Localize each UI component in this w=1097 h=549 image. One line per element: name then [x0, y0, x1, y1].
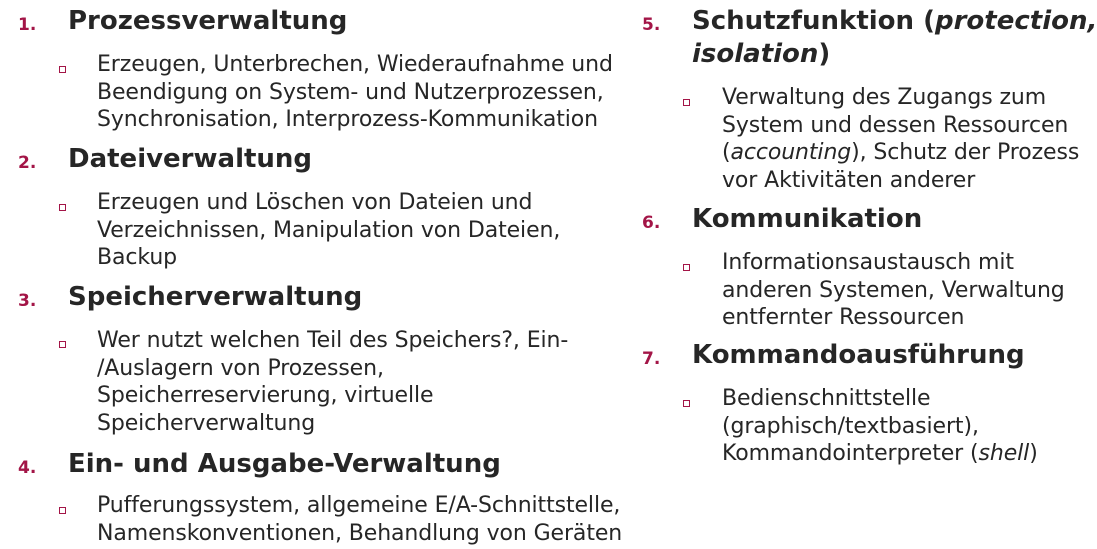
- text-segment-italic: accounting: [730, 140, 852, 165]
- description-line: Namenskonventionen, Behandlung von Geräten: [97, 520, 623, 546]
- description-line: anderen Systemen, Verwaltung: [722, 277, 1065, 303]
- item-description: [97, 51, 613, 134]
- item-number: 3.: [18, 291, 37, 311]
- description-line: [722, 440, 1038, 468]
- item-heading: Kommandoausführung: [692, 340, 1025, 370]
- square-bullet-icon: [683, 264, 690, 271]
- square-bullet-icon: [683, 400, 690, 407]
- description-line: Speicherreservierung, virtuelle: [97, 383, 434, 408]
- text-segment: Kommandointerpreter (: [722, 441, 979, 466]
- item-description: [722, 84, 1079, 194]
- description-line: Erzeugen und Löschen von Dateien und: [97, 190, 533, 215]
- square-bullet-icon: [59, 507, 66, 514]
- item-number: 4.: [18, 458, 37, 478]
- description-line: Beendigung on System- und Nutzerprozessen,: [97, 79, 604, 105]
- description-line: Speicherverwaltung: [97, 410, 316, 436]
- heading-text-italic: protection,: [935, 6, 1097, 36]
- text-segment: ): [1029, 441, 1038, 466]
- text-segment-italic: shell: [978, 441, 1030, 466]
- item-heading: Ein- und Ausgabe-Verwaltung: [68, 449, 501, 479]
- item-description: [97, 327, 568, 437]
- item-heading: Speicherverwaltung: [68, 282, 363, 312]
- description-line: Synchronisation, Interprozess-Kommunikation: [97, 107, 599, 132]
- square-bullet-icon: [59, 341, 66, 348]
- description-line: Wer nutzt welchen Teil des Speichers?, Ein-: [97, 328, 569, 353]
- description-line: vor Aktivitäten anderer: [722, 167, 976, 193]
- square-bullet-icon: [683, 99, 690, 106]
- description-line: /Auslagern von Prozessen,: [97, 355, 384, 381]
- description-line: Verzeichnissen, Manipulation von Dateien,: [97, 217, 561, 243]
- item-description: [97, 189, 560, 272]
- item-number: 1.: [18, 15, 37, 35]
- description-line: Verwaltung des Zugangs zum: [722, 85, 1047, 110]
- item-description: [722, 385, 1038, 468]
- square-bullet-icon: [59, 66, 66, 73]
- item-description: [722, 249, 1065, 332]
- text-segment: (: [722, 140, 731, 165]
- item-description: [97, 492, 622, 547]
- description-line: Erzeugen, Unterbrechen, Wiederaufnahme und: [97, 52, 613, 77]
- description-line: (graphisch/textbasiert),: [722, 413, 979, 439]
- item-heading: [692, 5, 1097, 38]
- item-number: 7.: [642, 349, 661, 369]
- item-number: 6.: [642, 213, 661, 233]
- description-line: Informationsaustausch mit: [722, 250, 1014, 275]
- description-line: Pufferungssystem, allgemeine E/A-Schnittstelle,: [97, 493, 621, 518]
- square-bullet-icon: [59, 204, 66, 211]
- description-line: System und dessen Ressourcen: [722, 112, 1069, 138]
- item-heading: Kommunikation: [692, 204, 923, 234]
- item-heading: Dateiverwaltung: [68, 144, 313, 174]
- item-heading: Prozessverwaltung: [68, 6, 348, 36]
- item-number: 5.: [642, 15, 661, 35]
- text-segment: ), Schutz der Prozess: [851, 140, 1080, 165]
- item-heading-continued: [692, 38, 830, 71]
- heading-text-italic: isolation: [692, 39, 819, 69]
- description-line: entfernter Ressourcen: [722, 305, 965, 330]
- description-line: Bedienschnittstelle: [722, 386, 931, 411]
- heading-text: ): [818, 39, 831, 69]
- description-line: [722, 139, 1079, 167]
- description-line: Backup: [97, 245, 178, 270]
- heading-text: Schutzfunktion (: [692, 6, 935, 36]
- item-number: 2.: [18, 153, 37, 173]
